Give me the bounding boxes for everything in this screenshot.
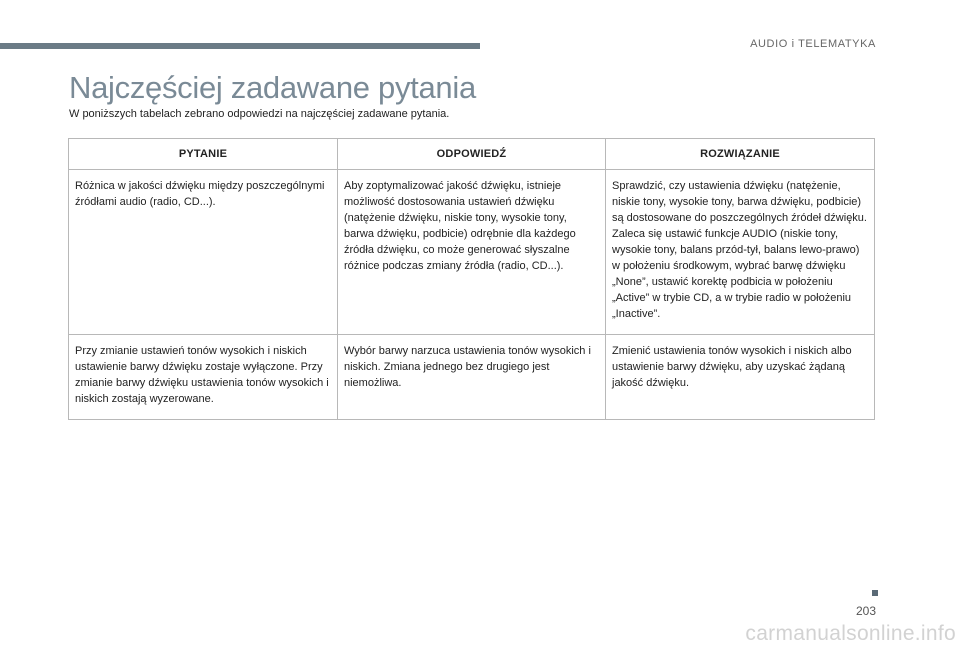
column-header-solution: ROZWIĄZANIE — [606, 139, 875, 170]
column-header-answer: ODPOWIEDŹ — [338, 139, 606, 170]
answer-cell: Aby zoptymalizować jakość dźwięku, istnieje możliwość dostosowania ustawień dźwięku (natężenie dźwięku, niskie tony, wysokie tony, barwa dźwięku, podbicie) odrębnie dla każdego źródła dźwięku, co może generować słyszalne różnice podczas zmiany źródła (radio, CD...). — [338, 170, 606, 335]
table-header-row — [69, 139, 875, 170]
intro-text: W poniższych tabelach zebrano odpowiedzi na najczęściej zadawane pytania. — [69, 108, 450, 120]
header-bar — [0, 43, 480, 49]
solution-cell: Sprawdzić, czy ustawienia dźwięku (natężenie, niskie tony, wysokie tony, barwa dźwięku, podbicie) są dostosowane do poszczególnych źródeł dźwięku. Zaleca się ustawić funkcje AUDIO (niskie tony, wysokie tony, balans przód-tył, balans lewo-prawo) w położeniu środkowym, wybrać barwę dźwięku „None”, ustawić korektę podbicia w położeniu „Active” w trybie CD, a w trybie radio w położeniu „Inactive”. — [606, 170, 875, 335]
question-cell: Przy zmianie ustawień tonów wysokich i niskich ustawienie barwy dźwięku zostaje wyłączone. Przy zmianie barwy dźwięku ustawienia tonów wysokich i niskich zostają wyzerowane. — [69, 335, 338, 420]
answer-cell: Wybór barwy narzuca ustawienia tonów wysokich i niskich. Zmiana jednego bez drugiego jest niemożliwa. — [338, 335, 606, 420]
page-title: Najczęściej zadawane pytania — [69, 70, 476, 105]
page-number: 203 — [855, 604, 876, 618]
solution-cell: Zmienić ustawienia tonów wysokich i niskich albo ustawienie barwy dźwięku, aby uzyskać żądaną jakość dźwięku. — [606, 335, 875, 420]
question-cell: Różnica w jakości dźwięku między poszczególnymi źródłami audio (radio, CD...). — [69, 170, 338, 335]
page-marker-icon — [872, 590, 878, 596]
section-title: AUDIO i TELEMATYKA — [750, 38, 876, 50]
watermark: carmanualsonline.info — [745, 622, 956, 645]
column-header-question: PYTANIE — [69, 139, 338, 170]
faq-table — [68, 138, 875, 420]
table-row — [69, 335, 875, 420]
table-row — [69, 170, 875, 335]
